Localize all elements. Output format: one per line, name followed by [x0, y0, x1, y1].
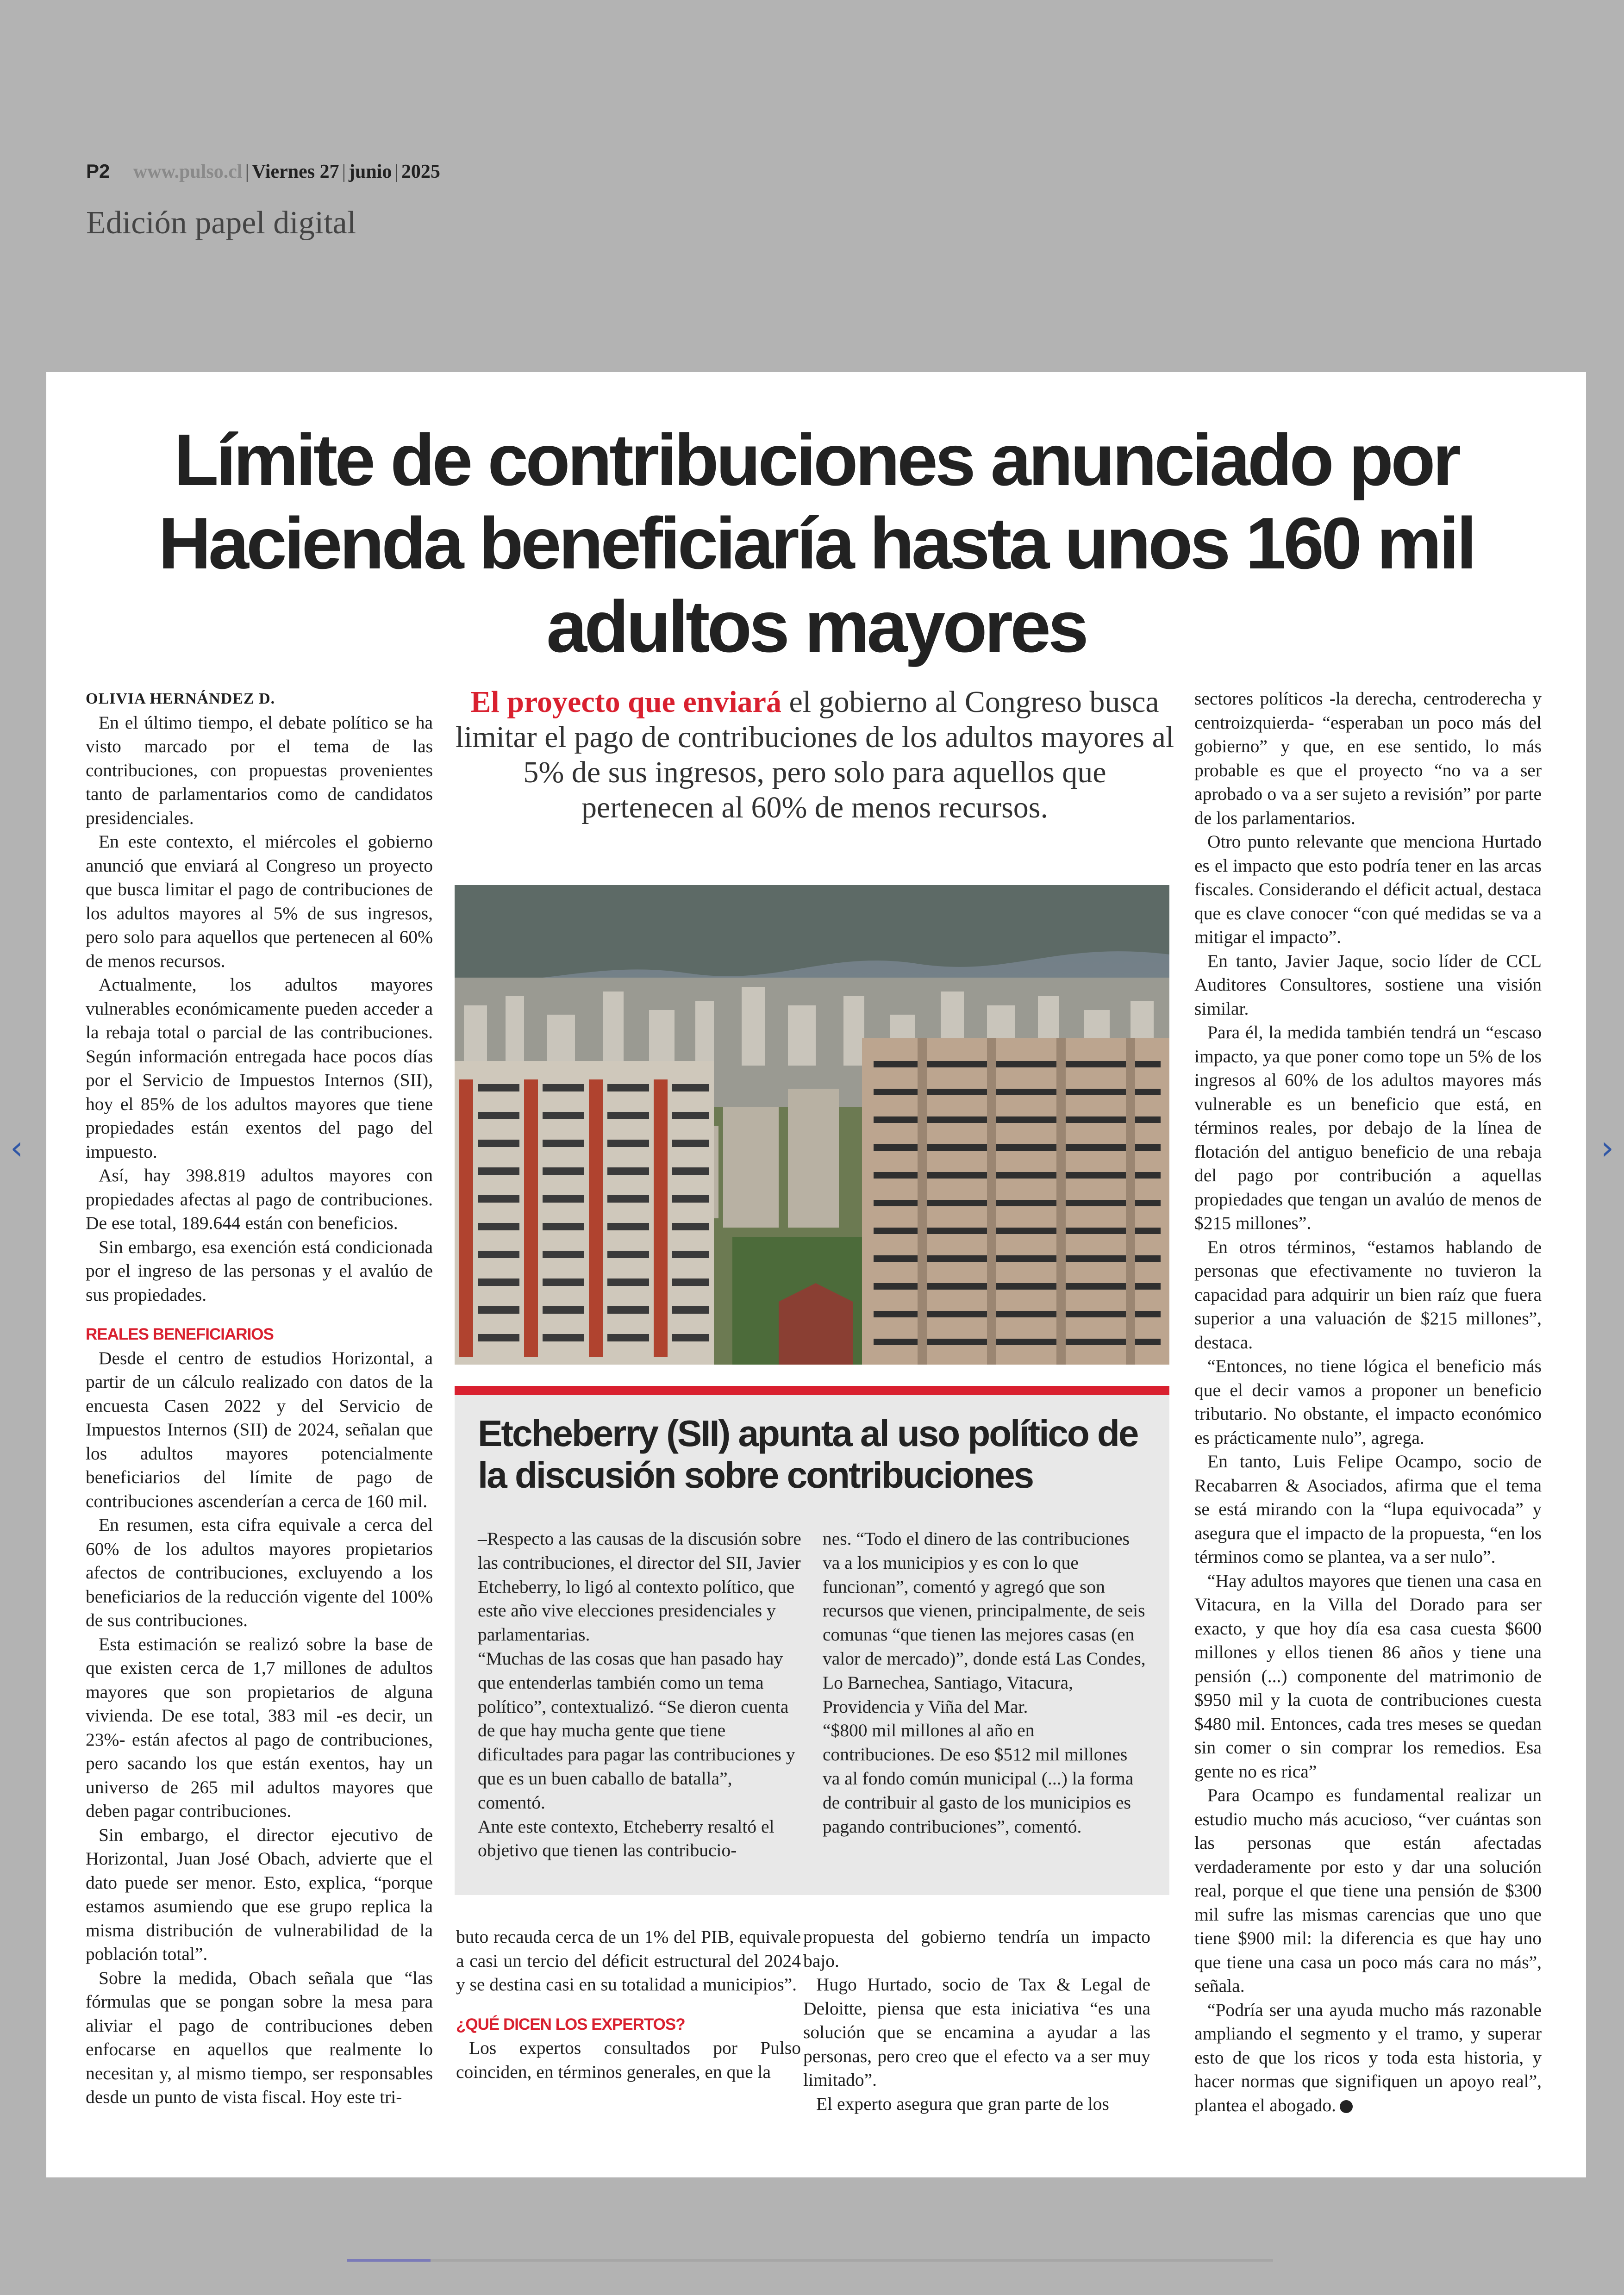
box-paragraph: –Respecto a las causas de la discusión sobre las contribuciones, el director del SII, Javier Etcheberry, lo ligó al contexto político, que este año vive elecciones presidenciales y parlamentarias.: [478, 1528, 801, 1645]
paragraph: “Entonces, no tiene lógica el beneficio más que el decir vamos a proponer un beneficio tributario. No obstante, el impacto económico es prácticamente nulo”, agrega.: [1194, 1356, 1542, 1448]
article-column-3: [803, 1925, 1150, 2116]
paragraph: sectores políticos -la derecha, centroderecha y centroizquierda- “esperaban un poco más del gobierno” y que, en ese sentido, lo más probable es que el proyecto “no va a ser aprobado o va a ser sujeto a revisión” por parte de los parlamentarios.: [1194, 688, 1542, 828]
prev-page-chevron-icon[interactable]: ‹: [10, 1129, 23, 1167]
paragraph: Hugo Hurtado, socio de Tax & Legal de Deloitte, piensa que esta iniciativa “es una solución que se encamina a ayudar a las personas, pero creo que el efecto va a ser muy limitado”.: [803, 1974, 1150, 2090]
deck-text: el gobierno al Congreso busca limitar el pago de contribuciones de los adultos mayores al 5% de sus ingresos, pero solo para aquellos que pertenecen al 60% de menos recursos.: [455, 685, 1174, 824]
paragraph: En otros términos, “estamos hablando de personas que efectivamente no tuvieron la capacidad para adquirir un bien raíz que fuera superior a una valuación de $215 millones”, destaca.: [1194, 1236, 1542, 1353]
box-paragraph: “$800 mil millones al año en contribuciones. De eso $512 mil millones va al fondo común municipal (...) la forma de contribuir al gasto de los municipios es pagando contribuciones”, comentó.: [823, 1720, 1134, 1837]
header-day: Viernes 27: [252, 161, 339, 182]
paragraph: Sobre la medida, Obach señala que “las fórmulas que se pongan sobre la mesa para aliviar el pago de contribuciones deben enfocarse en aquellos que realmente lo necesitan y, al mismo tiempo, ser responsables desde un punto de vista fiscal. Hoy este tri-: [86, 1967, 433, 2107]
page-scroll-progress[interactable]: [347, 2259, 1273, 2262]
article-column-2: [456, 1925, 801, 2084]
paragraph: “Hay adultos mayores que tienen una casa en Vitacura, en la Villa del Dorado para ser exacto, y que hoy día esa casa cuesta $600 millones y ellos tienen 86 años y tiene una pensión (...) componente del matrimonio de $950 mil y la cuota de contribuciones cuesta $480 mil. Entonces, cada tres meses se quedan sin comer o sin comprar los remedios. Esa gente no es rica”: [1194, 1570, 1542, 1782]
header-year: 2025: [401, 161, 440, 182]
sidebar-box-title: Etcheberry (SII) apunta al uso político de la discusión sobre contribuciones: [478, 1413, 1138, 1496]
paragraph: Desde el centro de estudios Horizontal, a partir de un cálculo realizado con datos de la encuesta Casen 2022 y del Servicio de Impuestos Internos (SII) de 2024, señalan que los adultos mayores potencialmente beneficiarios del límite de pago de contribuciones ascenderían a cerca de 160 mil.: [86, 1347, 433, 1511]
sidebar-box: [455, 1395, 1169, 1895]
paragraph: El experto asegura que gran parte de los: [816, 2093, 1109, 2114]
paragraph: Otro punto relevante que menciona Hurtado es el impacto que esto podría tener en las arcas fiscales. Considerando el déficit actual, destaca que es clave conocer “con qué medidas se va a mitigar el impacto”.: [1194, 831, 1542, 947]
paragraph: Los expertos consultados por Pulso coinciden, en términos generales, en que la: [456, 2038, 801, 2082]
subhead-que-dicen-los-expertos: ¿QUÉ DICEN LOS EXPERTOS?: [456, 2015, 685, 2033]
article-end-icon: [1340, 2100, 1353, 2113]
paragraph: buto recauda cerca de un 1% del PIB, equivale a casi un tercio del déficit estructural del 2024 y se destina casi en su totalidad a municipios”.: [456, 1927, 801, 1995]
next-page-chevron-icon[interactable]: ›: [1601, 1129, 1614, 1167]
box-paragraph: “Muchas de las cosas que han pasado hay que entenderlas también como un tema político”, contextualizó. “Se dieron cuenta de que hay mucha gente que tiene dificultades para pagar las contribuciones y que es un buen caballo de batalla”, comentó.: [478, 1648, 795, 1813]
paragraph: Para él, la medida también tendrá un “escaso impacto, ya que poner como tope un 5% de los ingresos al 60% de los adultos mayores más vulnerable es un beneficio que está, en términos reales, por debajo de la línea de flotación del antiguo beneficio de una rebaja del pago por contribución a aquellas propiedades que tengan un avalúo de menos de $215 millones”.: [1194, 1022, 1542, 1233]
header-month: junio: [349, 161, 392, 182]
box-paragraph: nes. “Todo el dinero de las contribuciones va a los municipios y es con lo que funcionan”, comentó y agregó que son recursos que vienen, principalmente, de seis comunas “que tienen las mejores casas (en valor de mercado)”, donde está Las Condes, Lo Barnechea, Santiago, Vitacura, Providencia y Viña del Mar.: [823, 1528, 1146, 1717]
paragraph: Esta estimación se realizó sobre la base de que existen cerca de 1,7 millones de adultos mayores que son propietarios de alguna vivienda. De ese total, 383 mil -es decir, un 23%- están afectos al pago de contribuciones, pero sacando los que están exentos, hay un universo de 265 mil adultos mayores que deben pagar contribuciones.: [86, 1634, 433, 1821]
page-number: P2: [86, 160, 110, 182]
page-header: P2 www.pulso.cl | Viernes 27 | junio | 2025: [86, 160, 440, 182]
byline: OLIVIA HERNÁNDEZ D.: [86, 690, 275, 707]
box-accent-bar: [455, 1386, 1169, 1395]
article-column-1: [86, 687, 433, 2109]
sidebar-box-right-column: [823, 1527, 1147, 1839]
paragraph: En resumen, esta cifra equivale a cerca del 60% de los adultos mayores propietarios afectos de contribuciones, excluyendo a los beneficiarios de la reducción vigente del 100% de sus contribuciones.: [86, 1515, 433, 1630]
paragraph: propuesta del gobierno tendría un impacto bajo.: [803, 1927, 1150, 1971]
article-deck: [454, 685, 1176, 825]
paragraph: En tanto, Javier Jaque, socio líder de CCL Auditores Consultores, sostiene una visión similar.: [1194, 950, 1542, 1019]
paragraph: “Podría ser una ayuda mucho más razonable ampliando el segmento y el tramo, y superar esto de que los ricos y toda esta historia, y hacer normas que signifiquen un apoyo real”, plantea el abogado.: [1194, 1999, 1542, 2115]
deck-highlight: El proyecto que enviará: [470, 685, 781, 719]
sidebar-box-left-column: [478, 1527, 802, 1863]
subhead-reales-beneficiarios: REALES BENEFICIARIOS: [86, 1325, 274, 1343]
paragraph: Sin embargo, esa exención está condicionada por el ingreso de las personas y el avalúo de sus propiedades.: [86, 1236, 433, 1305]
article-column-4: [1194, 687, 1542, 2117]
paragraph: En el último tiempo, el debate político se ha visto marcado por el tema de las contribuciones, con propuestas provenientes tanto de parlamentarios como de candidatos presidenciales.: [86, 712, 433, 828]
paragraph: Para Ocampo es fundamental realizar un estudio mucho más acucioso, “ver cuántas son las personas que están afectadas verdaderamente por esto y dar una solución real, porque el que tiene una pensión de $300 mil sufre las mismas carencias que uno que tiene $900 mil: la diferencia es que hay uno que tiene una casa un poco más cara no más”, señala.: [1194, 1785, 1542, 1996]
paragraph: Así, hay 398.819 adultos mayores con propiedades afectas al pago de contribuciones. De ese total, 189.644 están con beneficios.: [86, 1165, 433, 1233]
paragraph: Sin embargo, el director ejecutivo de Horizontal, Juan José Obach, advierte que el dato puede ser menor. Esto, explica, “porque estamos asumiendo que ese grupo replica la misma distribución de vulnerabilidad de la población total”.: [86, 1824, 433, 1964]
edition-label: Edición papel digital: [86, 205, 356, 241]
paragraph: Actualmente, los adultos mayores vulnerables económicamente pueden acceder a la rebaja total o parcial de las contribuciones. Según información entregada hace pocos días por el Servicio de Impuestos Internos (SII), hoy el 85% de los adultos mayores que tiene propiedades están exentos del pago del impuesto.: [86, 974, 433, 1162]
newspaper-page: [46, 372, 1586, 2177]
site-url[interactable]: www.pulso.cl: [133, 161, 243, 182]
box-paragraph: Ante este contexto, Etcheberry resaltó el objetivo que tienen las contribucio-: [478, 1816, 775, 1861]
paragraph: En tanto, Luis Felipe Ocampo, socio de Recabarren & Asociados, afirma que el tema se está mirando con la “lupa equivocada” y asegura que el impacto de la propuesta, “en los términos como se plantea, va a ser nulo”.: [1194, 1451, 1542, 1567]
paragraph: En este contexto, el miércoles el gobierno anunció que enviará al Congreso un proyecto que busca limitar el pago de contribuciones de los adultos mayores al 5% de sus ingresos, pero solo para aquellos que pertenecen al 60% de menos recursos.: [86, 831, 433, 971]
santiago-skyline-image: [455, 885, 1169, 1365]
city-buildings-photo: [455, 885, 1169, 1365]
page-scroll-progress-fill: [347, 2259, 431, 2262]
article-headline: Límite de contribuciones anunciado por Hacienda beneficiaría hasta unos 160 mil adultos mayores: [158, 419, 1474, 667]
